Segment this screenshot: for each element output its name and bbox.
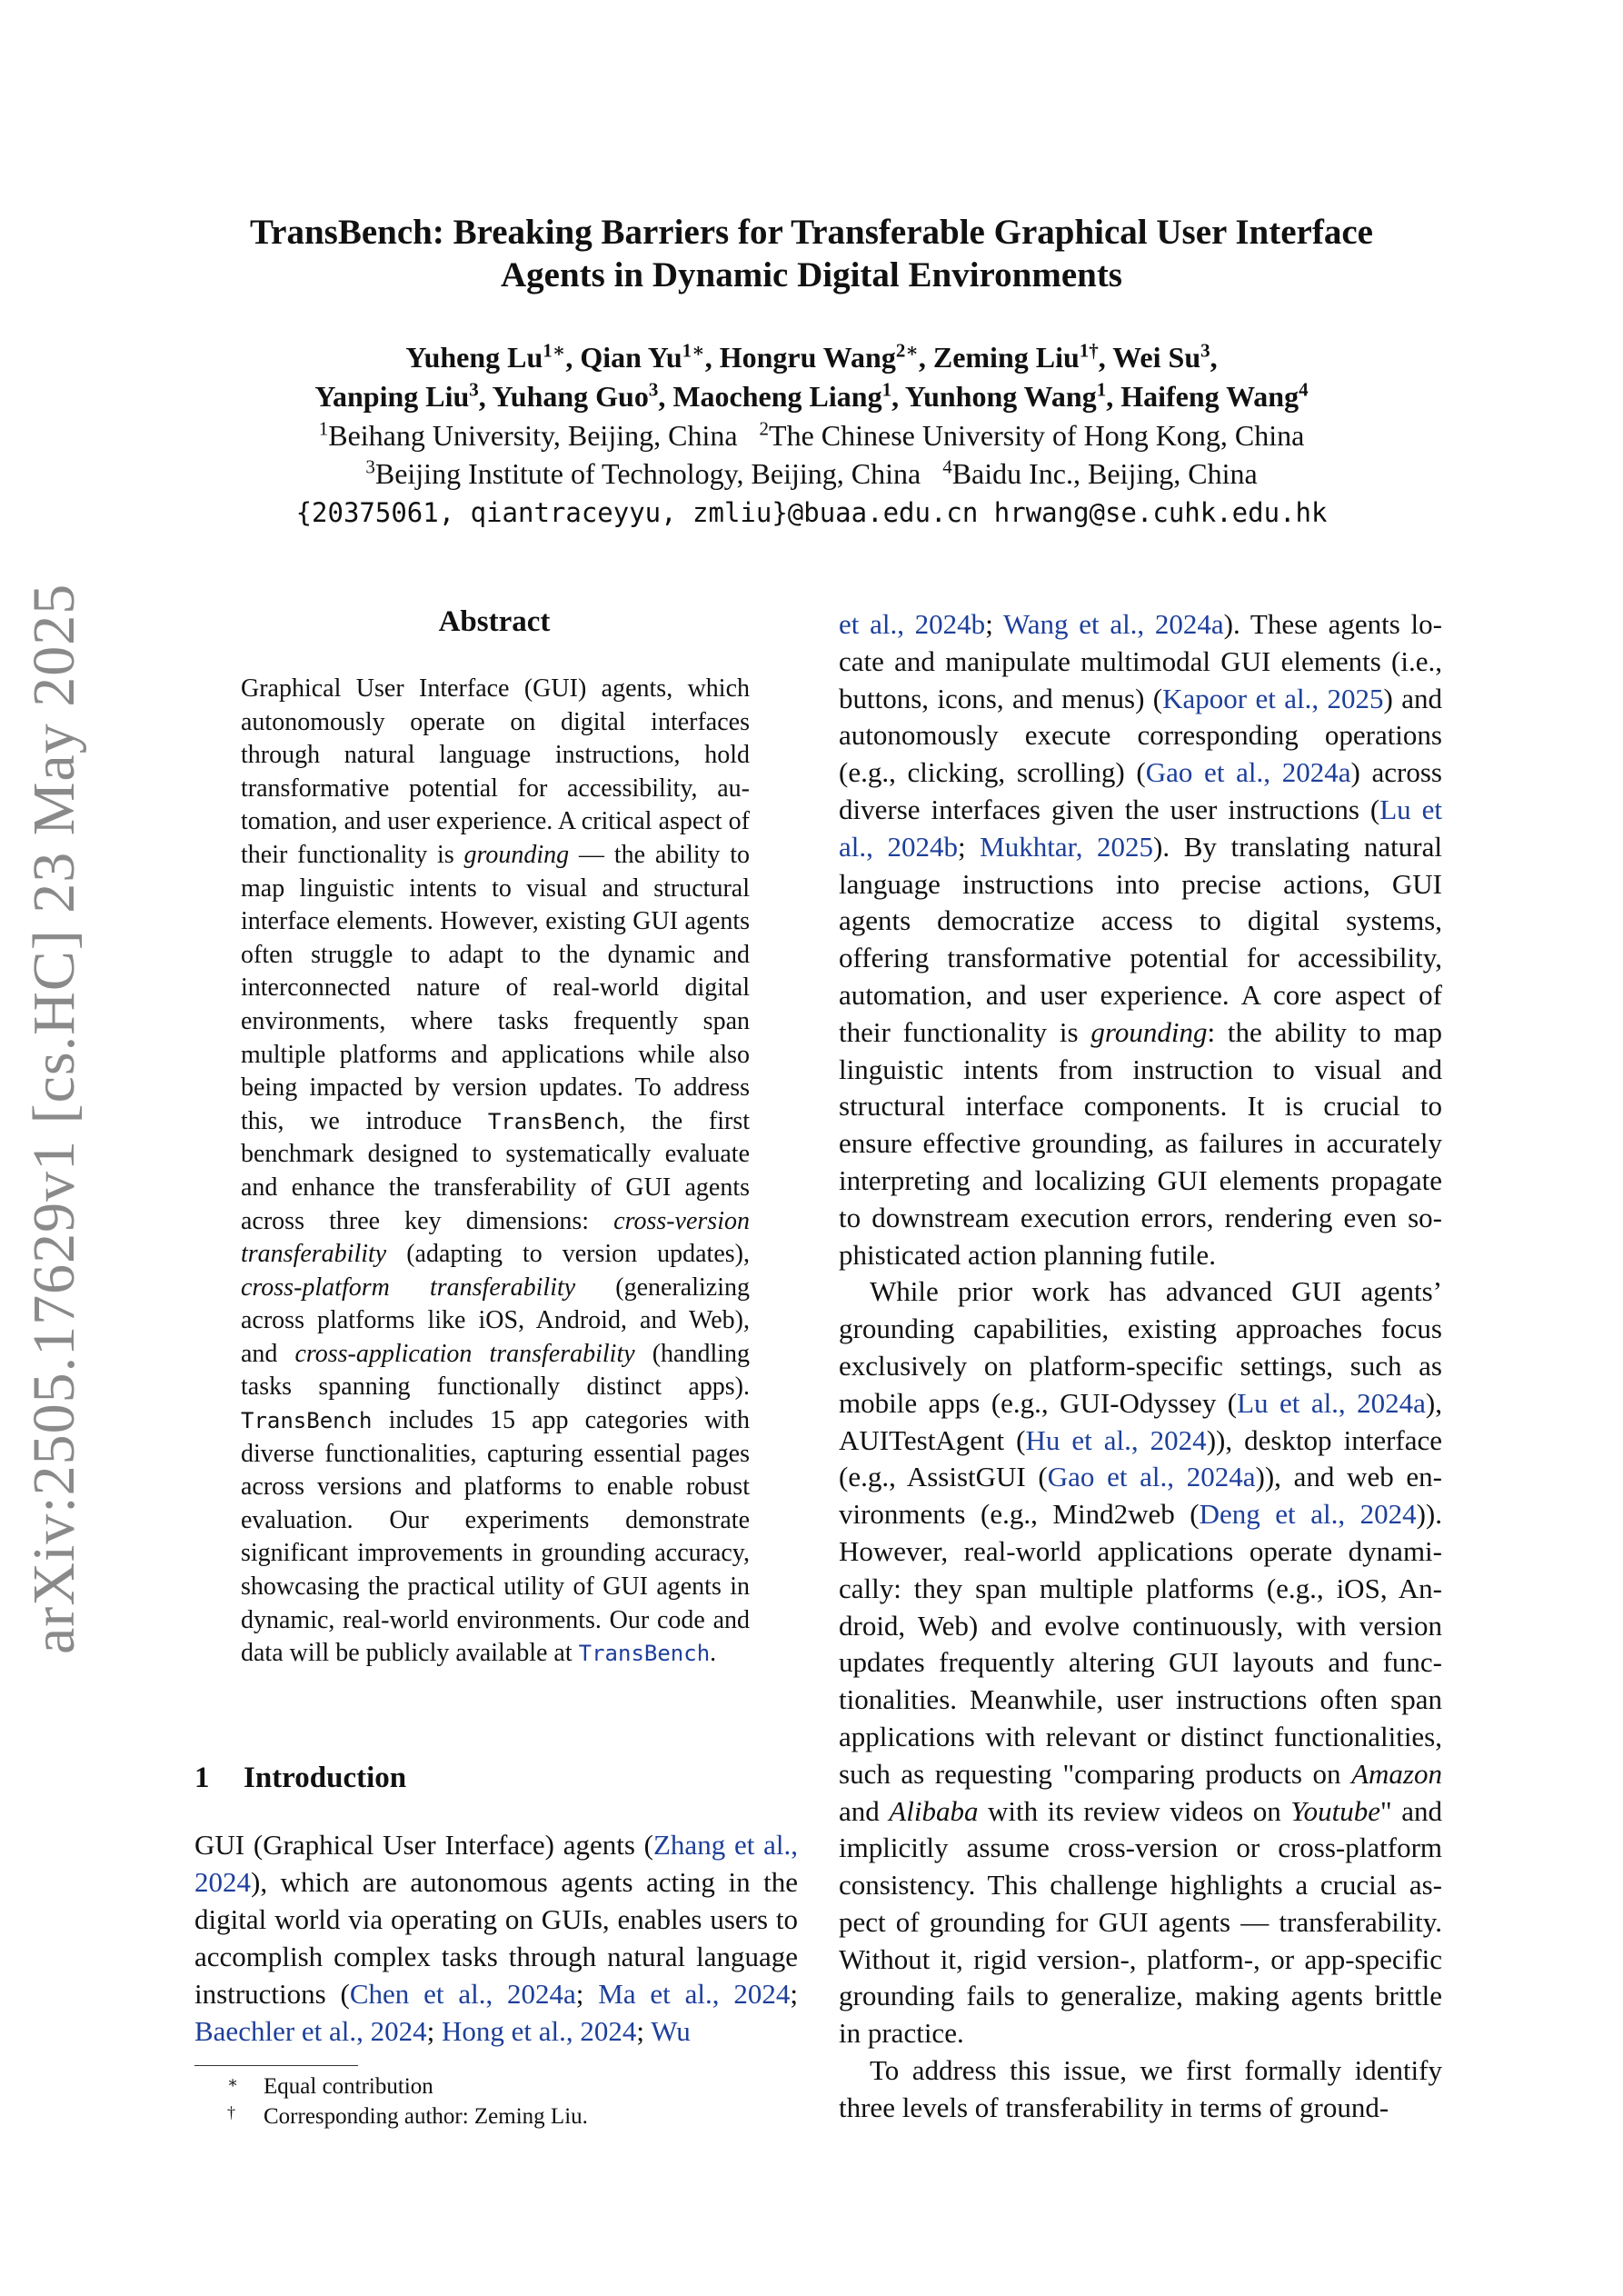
body-text: and — [839, 1794, 890, 1827]
footnote-mark: † — [227, 2103, 235, 2121]
body-text: ; — [985, 608, 1003, 640]
footnote-text: Corresponding author: Zeming Liu. — [264, 2104, 588, 2129]
author-emails: {20375061, qiantraceyyu, zmliu}@buaa.edu.cn hrwang@se.cuhk.edu.hk — [295, 497, 1328, 528]
abstract-emphasis: cross-platform transferability — [241, 1273, 576, 1302]
body-text: : the ability to map linguistic intents from instruction to visual and structural interface components. It is crucial to ensure effective grounding, as failures in accurately interpreting and localizing GUI elements propagate to downstream execution errors, rendering even sophisticated action planning futile. — [839, 1015, 1442, 1271]
paragraph — [839, 606, 1442, 1273]
author-affiliation-mark: 1† — [1079, 339, 1099, 362]
title-line-1: TransBench: Breaking Barriers for Transferable Graphical User Interface — [250, 213, 1373, 252]
footnote-text: Equal contribution — [264, 2074, 433, 2099]
author-affiliation-mark: 2∗ — [895, 339, 919, 362]
author-affiliation-mark: 3 — [1200, 339, 1210, 362]
body-text: ; — [957, 830, 981, 863]
affiliation-line-1 — [164, 416, 1459, 454]
citation-link[interactable]: Zhang et al., 2024 — [194, 1829, 798, 1898]
author-name: Haifeng Wang — [1120, 380, 1299, 413]
citation-link[interactable]: et al., 2024b — [839, 608, 986, 640]
citation-link[interactable]: Baechler et al., 2024 — [194, 2015, 427, 2047]
body-text: ) and autonomously execute corresponding operations (e.g., clicking, scrolling) ( — [839, 682, 1442, 789]
body-text: ; — [636, 2015, 652, 2047]
author-name: Qian Yu — [580, 341, 682, 374]
affiliation-line-2 — [164, 454, 1459, 493]
body-text: To address this issue, we first formally identify three levels of transferability in terms of ground- — [839, 2054, 1442, 2123]
footnote-equal-contribution — [227, 2072, 433, 2101]
citation-link[interactable]: Wu — [651, 2015, 691, 2047]
introduction-paragraph — [194, 1826, 798, 2050]
body-text: )), desktop interface (e.g., AssistGUI ( — [839, 1423, 1443, 1493]
author-name: Hongru Wang — [719, 341, 896, 374]
section-title: Introduction — [244, 1762, 407, 1794]
body-text: " and implicitly assume cross-version or cross-platform consistency. This challenge highlights a crucial aspect of grounding for GUI agents — transferability. Without it, rigid version-, platform-, or app-specific grounding fails to generalize, making agents brittle in practice. — [839, 1794, 1442, 2050]
body-text: with its review videos on — [978, 1794, 1291, 1827]
benchmark-name: TransBench — [241, 1408, 373, 1434]
author-name: Yunhong Wang — [904, 380, 1097, 413]
author-affiliation-mark: 3 — [648, 378, 659, 401]
emphasis: Alibaba — [889, 1794, 979, 1827]
footnote-rule — [194, 2065, 358, 2066]
citation-link[interactable]: Gao et al., 2024a — [1047, 1461, 1256, 1493]
paragraph — [839, 1273, 1442, 2052]
author-name: Yanping Liu — [314, 380, 470, 413]
author-affiliation-mark: 1∗ — [682, 339, 705, 362]
footnote-mark: ∗ — [227, 2073, 239, 2091]
affiliation-mark: 3 — [365, 455, 375, 478]
affiliation-mark: 4 — [942, 455, 952, 478]
abstract-text: , the first benchmark designed to systematically evaluate and enhance the transferability of GUI agents across three key dimensions: — [241, 1106, 751, 1235]
body-text: ). By translating natural language instructions into precise actions, GUI agents democratize access to digital systems, offering transformative potential for accessibility, automation, and user experience. A core aspect of their functionality is — [839, 830, 1442, 1048]
author-name: Yuhang Guo — [492, 380, 649, 413]
body-text: )), and web environments (e.g., Mind2web ( — [839, 1461, 1442, 1531]
citation-link[interactable]: Gao et al., 2024a — [1145, 756, 1351, 789]
author-name: Wei Su — [1112, 341, 1201, 374]
citation-link[interactable]: Ma et al., 2024 — [598, 1978, 791, 2010]
title-line-2: Agents in Dynamic Digital Environments — [501, 255, 1122, 294]
affiliation: Baidu Inc., Beijing, China — [951, 457, 1258, 490]
affiliation-mark: 1 — [318, 417, 329, 440]
citation-link[interactable]: Deng et al., 2024 — [1199, 1498, 1417, 1531]
author-name: Yuheng Lu — [405, 341, 543, 374]
body-text: )). However, real-world applications operate dynamically: they span multiple platforms (e.g., iOS, Android, Web) and evolve continuously, with version updates frequently altering GUI layouts and functionalities. Meanwhile, user instructions often span applications with relevant or distinct functionalities, such as requesting "comparing products on — [839, 1498, 1443, 1790]
affiliation: Beihang University, Beijing, China — [328, 419, 738, 452]
citation-link[interactable]: Wang et al., 2024a — [1002, 608, 1224, 640]
abstract-heading: Abstract — [438, 605, 551, 638]
author-affiliation-mark: 4 — [1299, 378, 1309, 401]
body-text: ) across diverse interfaces given the user instructions ( — [839, 756, 1442, 825]
citation-link[interactable]: Hu et al., 2024 — [1025, 1423, 1207, 1456]
abstract-emphasis: cross-version transferability — [241, 1206, 750, 1269]
paragraph — [839, 2052, 1442, 2127]
abstract-body — [241, 673, 750, 1671]
emphasis: Amazon — [1351, 1757, 1442, 1790]
citation-link[interactable]: Hong et al., 2024 — [442, 2015, 637, 2047]
section-number: 1 — [194, 1762, 210, 1794]
citation-link[interactable]: Mukhtar, 2025 — [980, 830, 1154, 863]
abstract-emphasis: grounding — [463, 840, 570, 869]
author-affiliation-mark: 1 — [881, 378, 892, 401]
body-text: While prior work has advanced GUI agents’ grounding capabilities, existing approaches focus exclusively on platform-specific settings, such as mobile apps (e.g., GUI-Odyssey ( — [839, 1275, 1442, 1419]
body-text: ; — [790, 1978, 798, 2010]
body-text: GUI (Graphical User Interface) agents ( — [194, 1829, 653, 1861]
citation-link[interactable]: Lu et al., 2024a — [1237, 1386, 1426, 1419]
abstract-text: (handling tasks spanning functionally distinct apps). — [241, 1339, 751, 1402]
abstract-text: — the ability to map linguistic intents to visual and structural interface elements. However, existing GUI agents often struggle to adapt to the dynamic and interconnected nature of real-world digital environments, where tasks frequently span multiple platforms and applications while also being impacted by version updates. To address this, we introduce — [241, 840, 751, 1135]
citation-link[interactable]: Chen et al., 2024a — [349, 1978, 576, 2010]
affiliation-mark: 2 — [759, 417, 770, 440]
author-list: Yuheng $Lu^{1∗}$, Qian $Yu^{1∗}$, Hongru Wang$^{2∗}$, Zeming Liu$^{1\dagger}$, Wei Su$^3$, Yanping Liu$^3$, Yuhang Guo$^3$, Maocheng Liang$^1$, Yunhong Wang$^1$, Haifeng Wang$^4$ — [314, 339, 1309, 413]
author-affiliation-mark: 1 — [1096, 378, 1107, 401]
body-text: ), AUITestAgent ( — [839, 1386, 1442, 1456]
author-name: Zeming Liu — [932, 341, 1080, 374]
abstract-text: . — [710, 1639, 717, 1668]
abstract-text: (generalizing across platforms like iOS, Android, and Web), and — [241, 1273, 750, 1368]
affiliation: The Chinese University of Hong Kong, China — [769, 419, 1305, 452]
section-heading-introduction — [194, 1760, 406, 1796]
emphasis: Youtube — [1290, 1794, 1381, 1827]
emphasis: grounding — [1090, 1015, 1208, 1048]
author-affiliation-mark: 3 — [469, 378, 479, 401]
abstract-text: Graphical User Interface (GUI) agents, which autonomously operate on digital interfaces through natural language instructions, hold transformative potential for accessibility, automation, and user experience. A critical aspect of their functionality is — [241, 674, 750, 869]
right-column — [839, 606, 1442, 2127]
body-text: ). These agents locate and manipulate multimodal GUI elements (i.e., buttons, icons, and menus) ( — [839, 608, 1442, 714]
code-link[interactable]: TransBench — [578, 1641, 711, 1667]
benchmark-name: TransBench — [487, 1108, 620, 1134]
author-name: Maocheng Liang — [672, 380, 882, 413]
body-text: ; — [426, 2015, 443, 2047]
abstract-emphasis: cross-application transferability — [294, 1339, 635, 1368]
body-text: ; — [575, 1978, 599, 2010]
abstract-text: (adapting to version updates), — [386, 1240, 750, 1269]
abstract-text: includes 15 app categories with diverse functionalities, capturing essential pages across versions and platforms to enable robust evaluation. Our experiments demonstrate significant improvements in grounding accuracy, showcasing the practical utility of GUI agents in dynamic, real-world environments. Our code and data will be publicly available at — [241, 1406, 750, 1668]
affiliation: Beijing Institute of Technology, Beijing, China — [374, 457, 921, 490]
citation-link[interactable]: Kapoor et al., 2025 — [1162, 682, 1384, 714]
arxiv-watermark: arXiv:2505.17629v1 [cs.HC] 23 May 2025 — [21, 583, 87, 1654]
citation-link[interactable]: Lu et al., 2024b — [839, 793, 1443, 863]
body-text: ), which are autonomous agents acting in the digital world via operating on GUIs, enables users to accomplish complex tasks through natural language instructions ( — [194, 1866, 798, 2010]
footnote-corresponding-author — [227, 2102, 588, 2131]
paper-title — [164, 211, 1459, 296]
author-affiliation-mark: 1∗ — [543, 339, 566, 362]
